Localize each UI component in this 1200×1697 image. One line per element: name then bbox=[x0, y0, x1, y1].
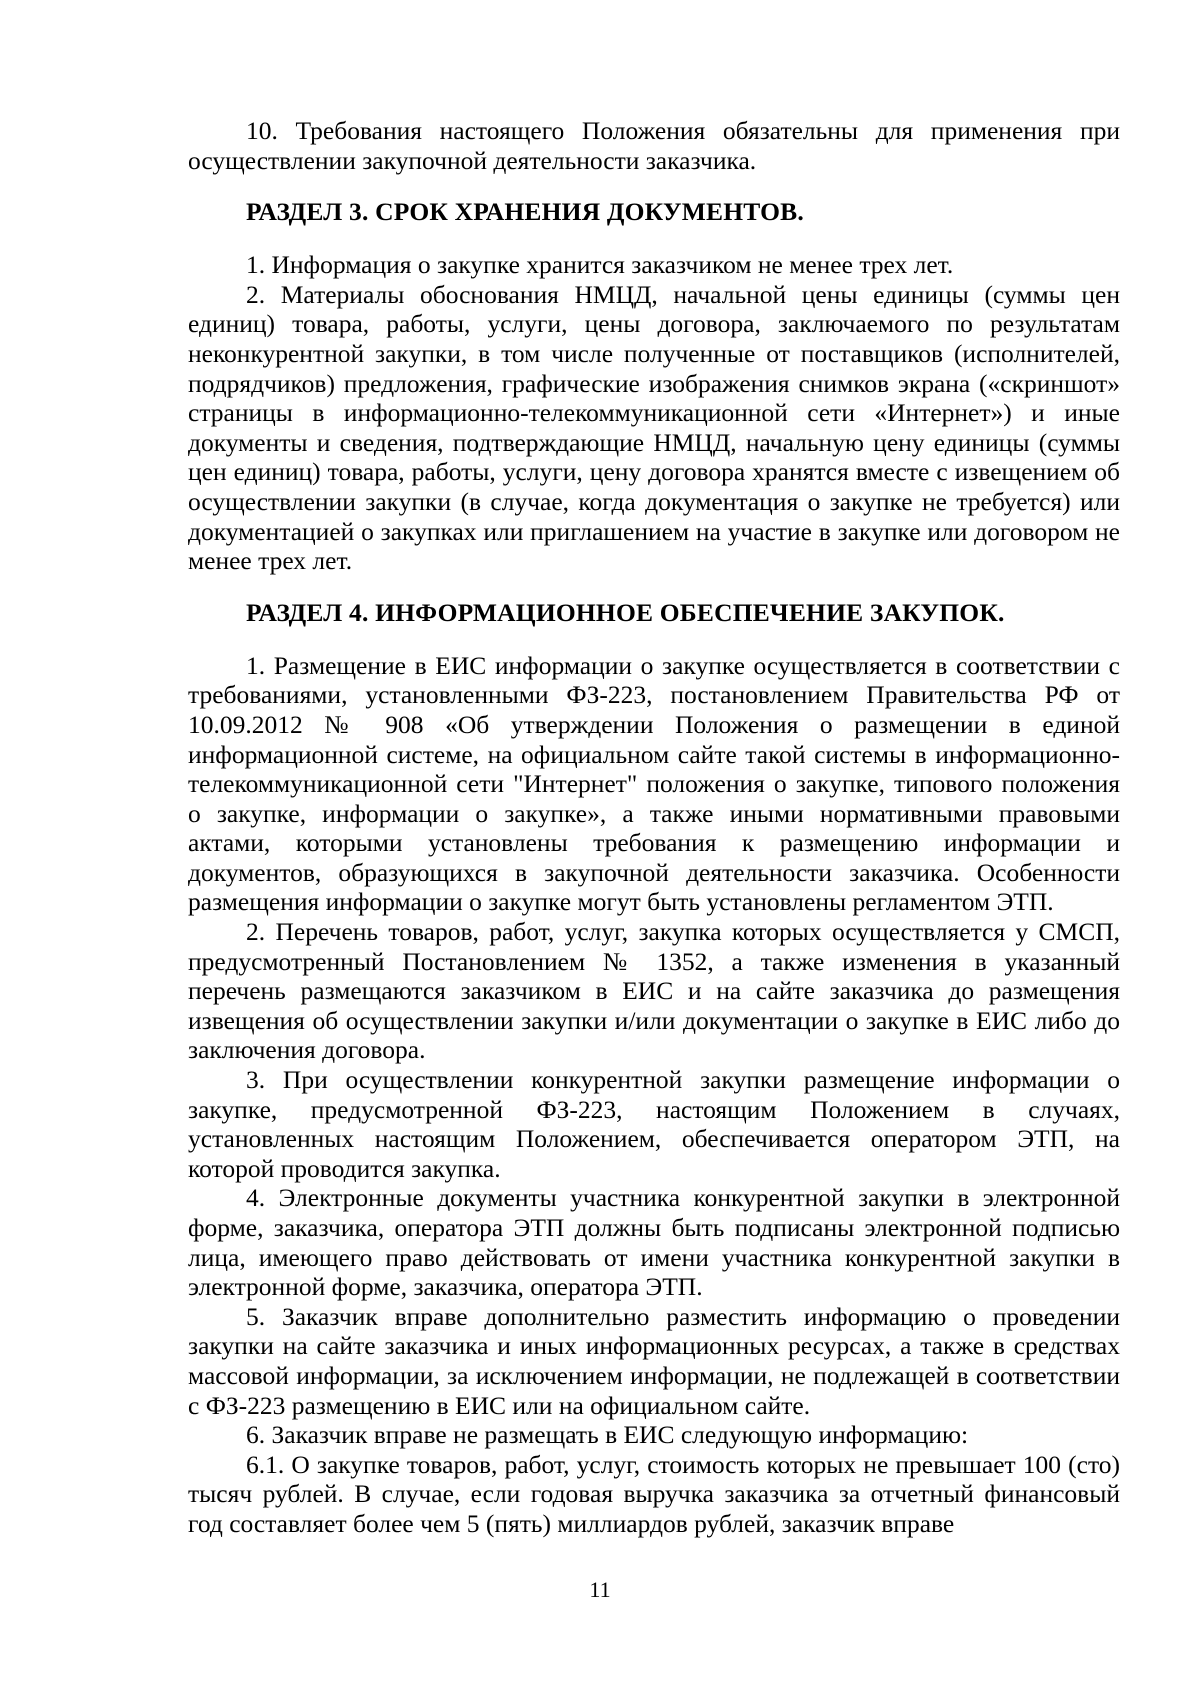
section-4-heading: РАЗДЕЛ 4. ИНФОРМАЦИОННОЕ ОБЕСПЕЧЕНИЕ ЗАКУПОК. bbox=[246, 597, 1005, 627]
page-number: 11 bbox=[589, 1577, 611, 1602]
section-4-paragraph-4: 4. Электронные документы участника конкурентной закупки в электронной форме, заказчика, оператора ЭТП должны быть подписаны электронной подписью лица, имеющего право действовать от имени участника конкурентной закупки в электронной форме, заказчика, оператора ЭТП. bbox=[188, 1183, 1120, 1302]
section-4-paragraph-5: 5. Заказчик вправе дополнительно разместить информацию о проведении закупки на сайте заказчика и иных информационных ресурсах, а также в средствах массовой информации, за исключением информации, не подлежащей в соответствии с ФЗ-223 размещению в ЕИС или на официальном сайте. bbox=[188, 1301, 1120, 1420]
page-body bbox=[188, 116, 1120, 1539]
paragraph-10: 10. Требования настоящего Положения обязательны для применения при осуществлении закупочной деятельности заказчика. bbox=[188, 116, 1120, 175]
section-4-paragraph-6-1: 6.1. О закупке товаров, работ, услуг, стоимость которых не превышает 100 (сто) тысяч рублей. В случае, если годовая выручка заказчика за отчетный финансовый год составляет более чем 5 (пять) миллиардов рублей, заказчик вправе bbox=[188, 1449, 1120, 1538]
section-4-paragraph-3: 3. При осуществлении конкурентной закупки размещение информации о закупке, предусмотренной ФЗ-223, настоящим Положением в случаях, установленных настоящим Положением, обеспечивается оператором ЭТП, на которой проводится закупка. bbox=[188, 1065, 1120, 1183]
section-3-paragraph-2: 2. Материалы обоснования НМЦД, начальной цены единицы (суммы цен единиц) товара, работы, услуги, цены договора, заключаемого по результатам неконкурентной закупки, в том числе полученные от поставщиков (исполнителей, подрядчиков) предложения, графические изображения снимков экрана («скриншот» страницы в информационно-телекоммуникационной сети «Интернет») и иные документы и сведения, подтверждающие НМЦД, начальную цену единицы (суммы цен единиц) товара, работы, услуги, цену договора хранятся вместе с извещением об осуществлении закупки (в случае, когда документация о закупке не требуется) или документацией о закупках или приглашением на участие в закупке или договором не менее трех лет. bbox=[188, 279, 1120, 576]
section-4-paragraph-2: 2. Перечень товаров, работ, услуг, закупка которых осуществляется у СМСП, предусмотренный Постановлением № 1352, а также изменения в указанный перечень размещаются заказчиком в ЕИС и на сайте заказчика до размещения извещения об осуществлении закупки и/или документации о закупке в ЕИС либо до заключения договора. bbox=[188, 917, 1120, 1065]
section-4-paragraph-1: 1. Размещение в ЕИС информации о закупке осуществляется в соответствии с требованиями, установленными ФЗ-223, постановлением Правительства РФ от 10.09.2012 № 908 «Об утверждении Положения о размещении в единой информационной системе, на официальном сайте такой системы в информационно-телекоммуникационной сети "Интернет" положения о закупке, типового положения о закупке, информации о закупке», а также иными нормативными правовыми актами, которыми установлены требования к размещению информации и документов, образующихся в закупочной деятельности заказчика. Особенности размещения информации о закупке могут быть установлены регламентом ЭТП. bbox=[188, 650, 1120, 917]
section-3-heading: РАЗДЕЛ 3. СРОК ХРАНЕНИЯ ДОКУМЕНТОВ. bbox=[246, 197, 804, 227]
section-3-paragraph-1: 1. Информация о закупке хранится заказчиком не менее трех лет. bbox=[246, 250, 954, 280]
section-4-paragraph-6: 6. Заказчик вправе не размещать в ЕИС следующую информацию: bbox=[246, 1420, 969, 1450]
